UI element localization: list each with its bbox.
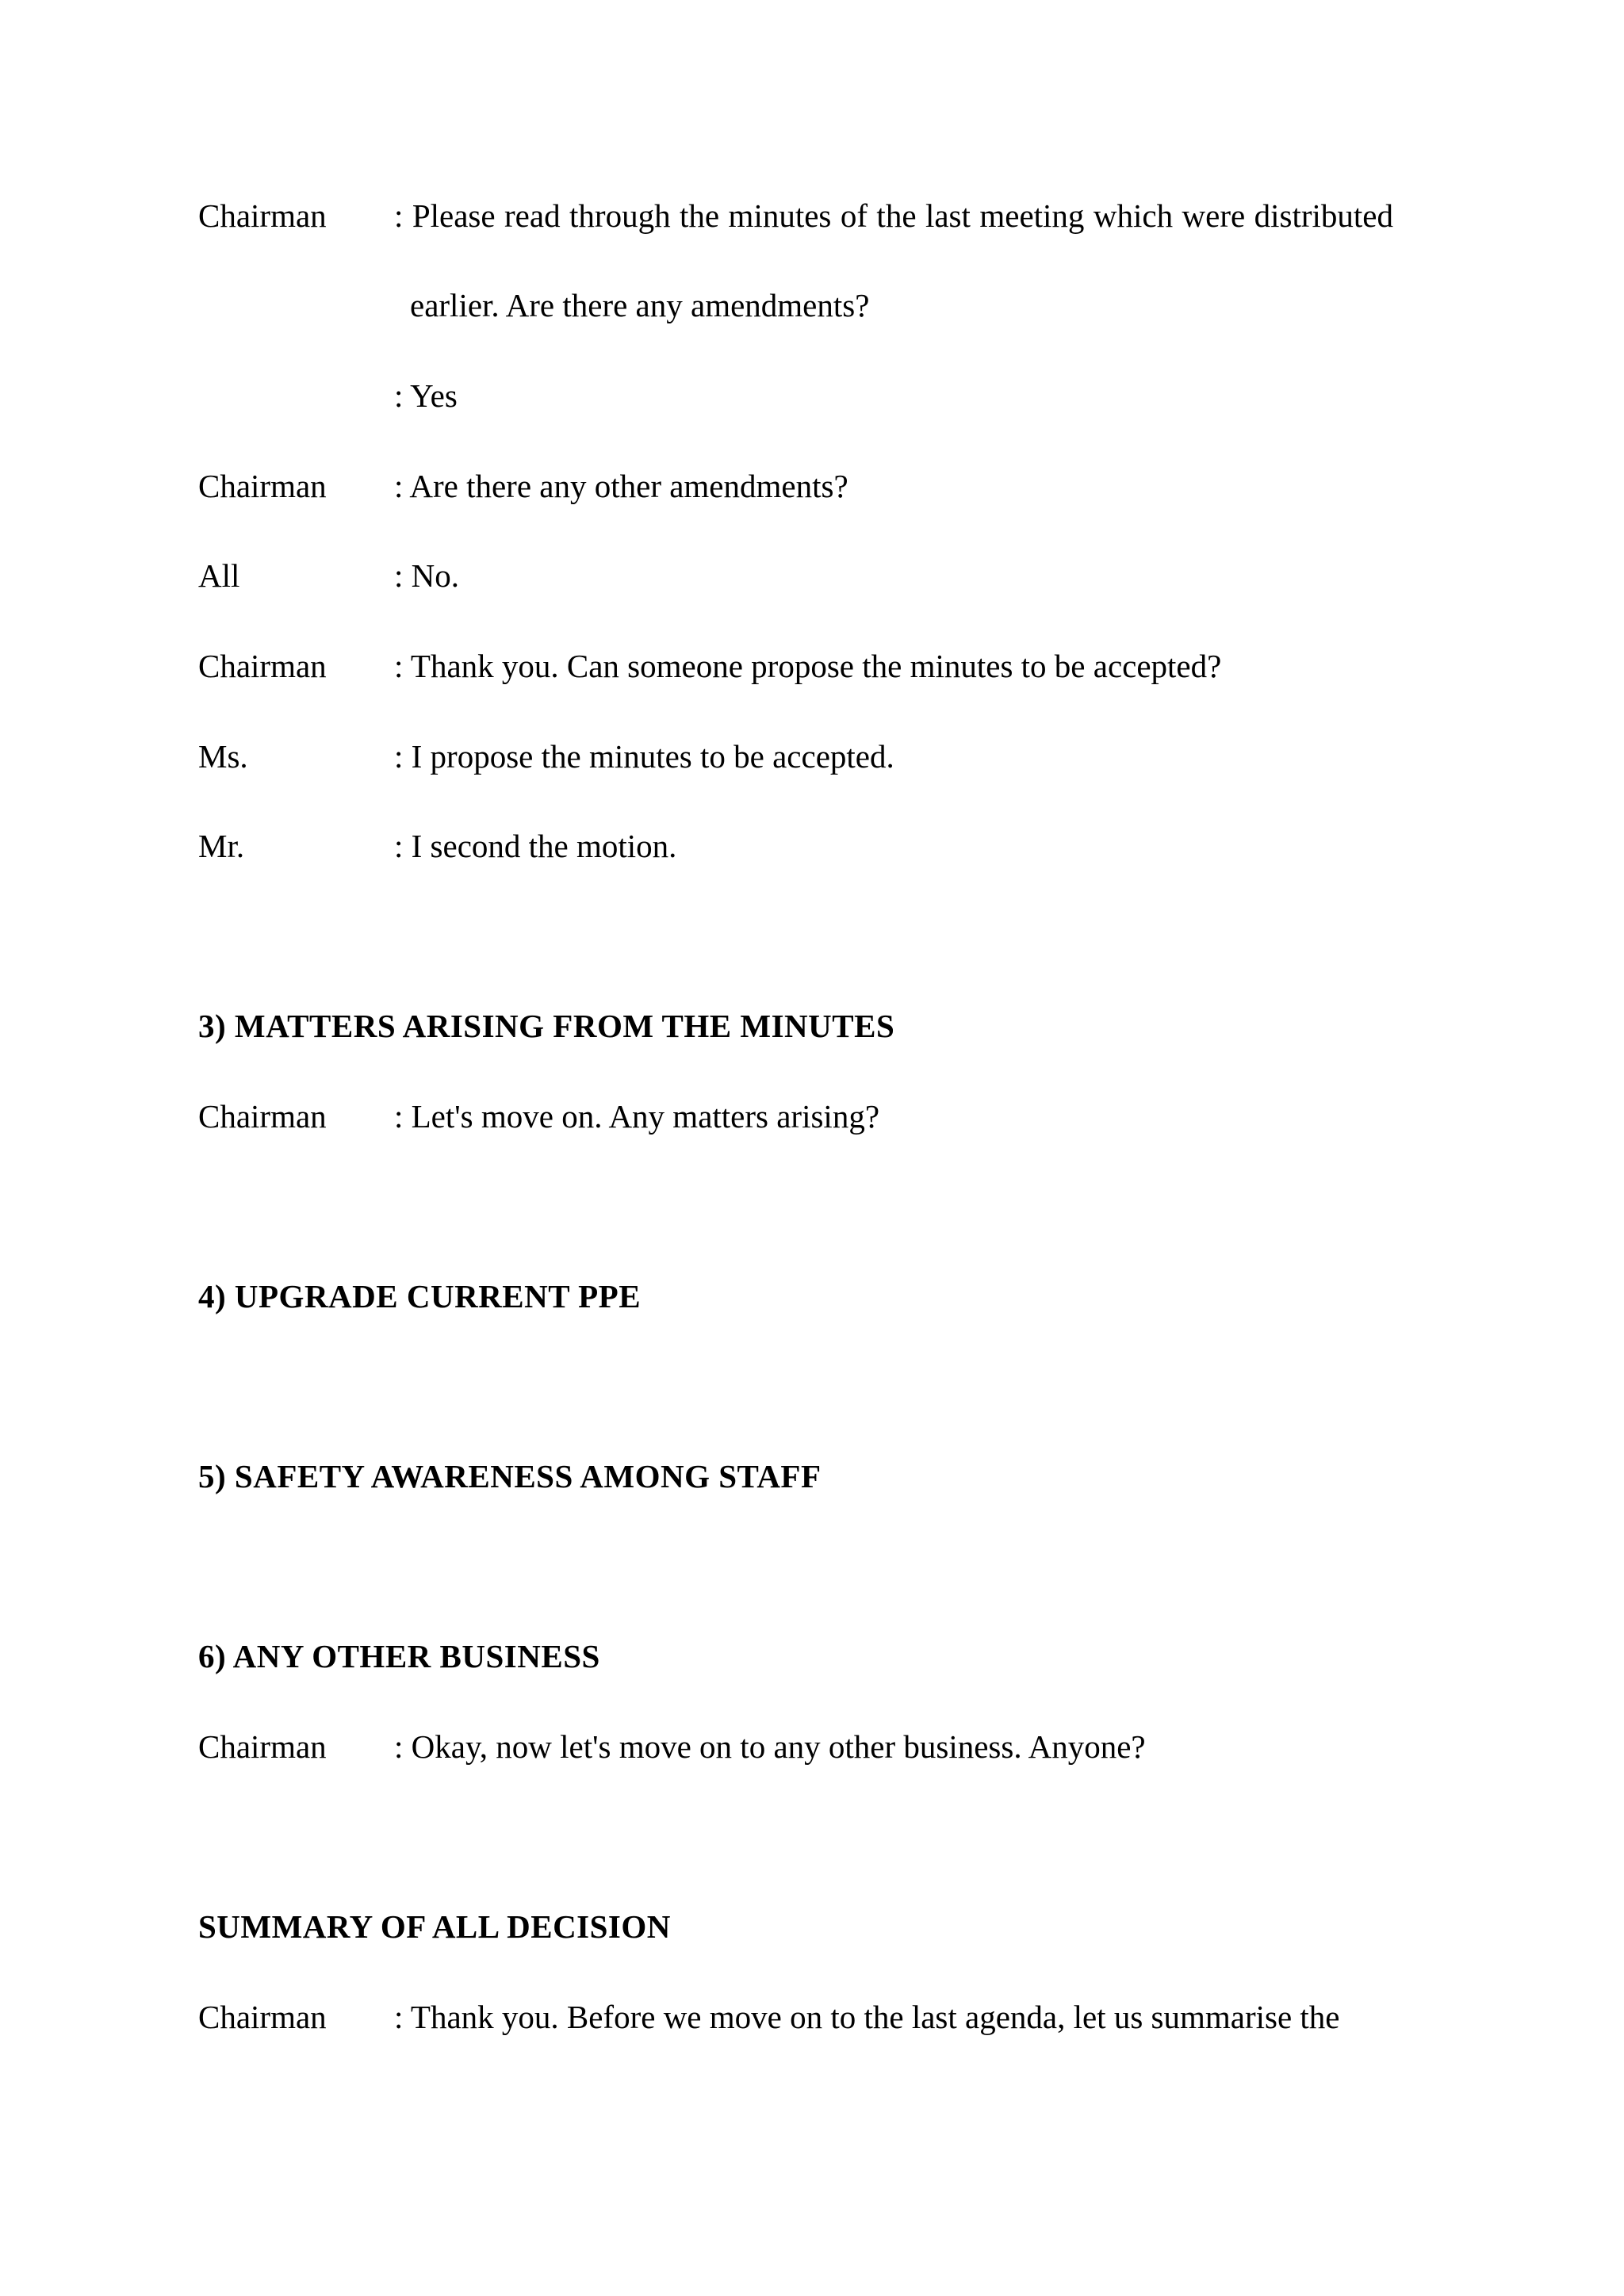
- speaker-label: Chairman: [198, 1999, 327, 2035]
- speech-text: : Thank you. Can someone propose the minutes to be accepted?: [394, 648, 1222, 684]
- speech-text: : Let's move on. Any matters arising?: [394, 1098, 880, 1135]
- section-heading: 5) SAFETY AWARENESS AMONG STAFF: [198, 1458, 822, 1494]
- section-heading: 4) UPGRADE CURRENT PPE: [198, 1278, 642, 1314]
- section-heading: SUMMARY OF ALL DECISION: [198, 1908, 671, 1945]
- speech-text: : Yes: [394, 377, 458, 414]
- speech-text: : Thank you. Before we move on to the last agenda, let us summarise the: [394, 1999, 1340, 2035]
- speaker-label: Chairman: [198, 468, 327, 504]
- speech-text-continuation: earlier. Are there any amendments?: [410, 287, 870, 323]
- section-heading: 6) ANY OTHER BUSINESS: [198, 1638, 600, 1674]
- speaker-label: Chairman: [198, 648, 327, 684]
- speech-text: : No.: [394, 557, 459, 594]
- speaker-label: Chairman: [198, 1098, 327, 1135]
- speech-text: : Are there any other amendments?: [394, 468, 848, 504]
- speaker-label: Chairman: [198, 197, 327, 234]
- speaker-label: All: [198, 557, 240, 594]
- speaker-label: Mr.: [198, 828, 245, 864]
- speech-text: : Okay, now let's move on to any other business. Anyone?: [394, 1728, 1146, 1765]
- section-heading: 3) MATTERS ARISING FROM THE MINUTES: [198, 1008, 895, 1044]
- speech-text: : Please read through the minutes of the last meeting which were distributed: [394, 197, 1393, 234]
- speech-text: : I propose the minutes to be accepted.: [394, 738, 894, 775]
- speaker-label: Chairman: [198, 1728, 327, 1765]
- speech-text: : I second the motion.: [394, 828, 677, 864]
- speaker-label: Ms.: [198, 738, 248, 775]
